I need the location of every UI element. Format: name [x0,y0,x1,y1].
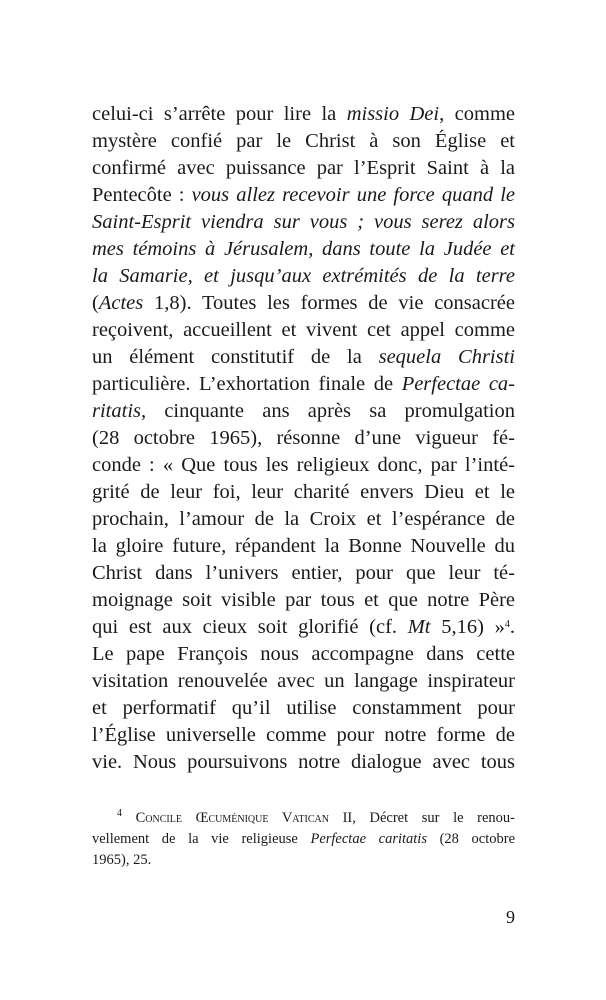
text-run: Le pape François nous accompagne dans cette [92,643,515,665]
text-run: , comme [439,103,515,125]
body-line [92,452,515,479]
text-run: particulière. L’exhortation finale de [92,373,402,395]
text-run: 5,16) » [430,616,505,638]
text-run: 1965), 25. [92,852,152,868]
body-line [92,371,515,398]
body-line [92,425,515,452]
body-line [92,614,515,641]
body-line [92,479,515,506]
text-run: Christ dans l’univers entier, pour que leur té- [92,562,515,584]
text-run: . [509,616,516,638]
text-run: vellement de la vie religieuse [92,831,311,847]
italic-text: Perfectae caritatis [310,831,427,847]
text-run: ( [92,292,99,314]
text-run: , cinquante ans après sa promulgation [141,400,515,422]
body-line [92,587,515,614]
text-run: grité de leur foi, leur charité envers Dieu et le [92,481,515,503]
text-run: Pentecôte : [92,184,192,206]
body-line [92,560,515,587]
text-run: (28 octobre 1965), résonne d’une vigueur fé- [92,427,515,449]
text-run: Concile Œcuménique Vatican [135,810,329,826]
text-run: mystère confié par le Christ à son Église et [92,130,515,152]
text-run: et performatif qu’il utilise constamment pour [92,697,515,719]
body-line [92,236,515,263]
italic-text: Actes [98,292,144,314]
footnote-line [92,829,515,850]
footnote-line [92,850,515,871]
footnote-marker: 4 [117,808,122,819]
italic-text: Perfectae ca- [401,373,515,395]
body-line [92,101,515,128]
text-run: un élément constitutif de la [92,346,379,368]
body-line [92,182,515,209]
text-run: prochain, l’amour de la Croix et l’espérance de [92,508,515,530]
body-line [92,533,515,560]
text-run: moignage soit visible par tous et que notre Père [92,589,515,611]
italic-text: ritatis [92,400,141,422]
text-run: vie. Nous poursuivons notre dialogue avec tous [92,751,515,773]
body-line [92,317,515,344]
italic-text: la Samarie, et jusqu’aux extrémités de la terre [92,265,515,287]
body-line [92,695,515,722]
italic-text: missio Dei [346,103,440,125]
body-line [92,155,515,182]
text-run: II, Décret sur le renou- [328,810,516,826]
text-run [122,810,136,826]
text-run: visitation renouvelée avec un langage inspirateur [92,670,515,692]
italic-text: sequela Christi [378,346,515,368]
body-line [92,263,515,290]
text-run: 1,8). Toutes les formes de vie consacrée [143,292,515,314]
body-line [92,398,515,425]
body-line [92,344,515,371]
footnote-marker: 4 [504,619,510,630]
text-run: celui-ci s’arrête pour lire la [92,103,347,125]
body-line [92,722,515,749]
text-run: qui est aux cieux soit glorifié (cf. [92,616,408,638]
body-line [92,749,515,776]
italic-text: vous allez recevoir une force quand le [191,184,515,206]
italic-text: Mt [407,616,431,638]
text-run: (28 octobre [426,831,515,847]
body-line [92,209,515,236]
text-run: l’Église universelle comme pour notre forme de [92,724,515,746]
body-line [92,668,515,695]
italic-text: Saint-Esprit viendra sur vous ; vous serez alors [92,211,515,233]
footnote-line [117,808,515,829]
body-line [92,128,515,155]
text-run: reçoivent, accueillent et vivent cet appel comme [92,319,515,341]
text-run: confirmé avec puissance par l’Esprit Saint à la [92,157,515,179]
text-run: la gloire future, répandent la Bonne Nouvelle du [92,535,515,557]
body-line [92,641,515,668]
page-number: 9 [506,907,515,927]
body-line [92,290,515,317]
body-line [92,506,515,533]
text-run: conde : « Que tous les religieux donc, par l’inté- [92,454,515,476]
italic-text: mes témoins à Jérusalem, dans toute la Judée et [92,238,515,260]
